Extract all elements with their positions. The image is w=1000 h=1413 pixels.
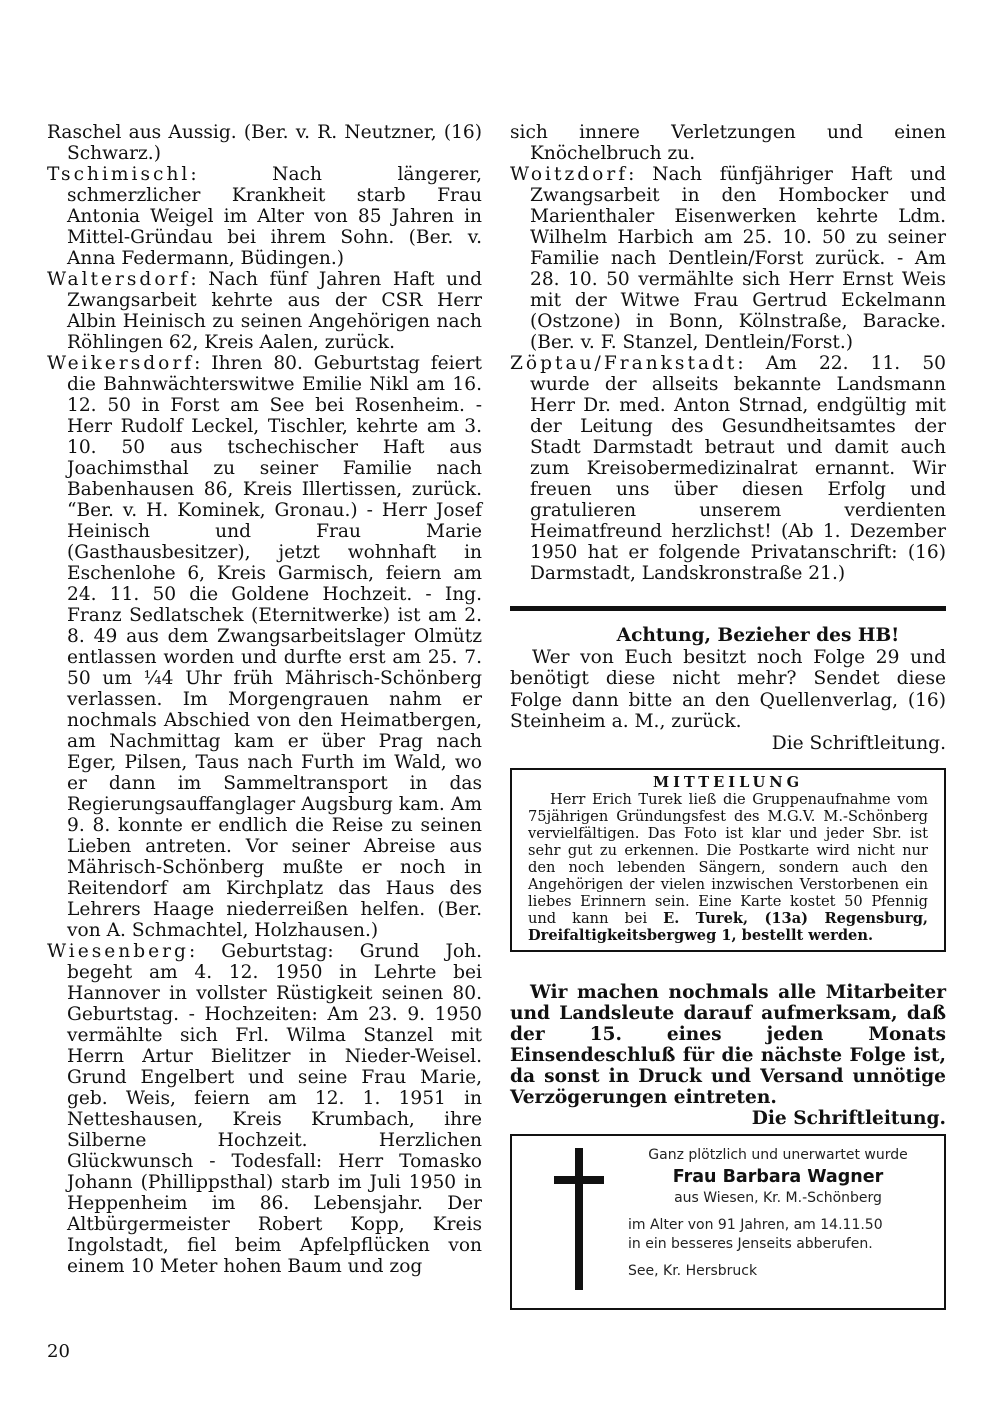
article-entry: Woitzdorf: Nach fünfjähriger Haft und Zwangsarbeit in den Hombocker und Marienthaler Eisenwerken kehrte Ldm. Wilhelm Harbich am 25. 10. 50 zu seiner Familie nach Dentlein/Forst zurück. - Am 28. 10. 50 vermählte sich Herr Ernst Weis mit der Witwe Frau Gertrud Eckelmann (Ostzone) in Bonn, Kölnstraße, Baracke. (Ber. v. F. Stanzel, Dentlein/Forst.) [510,164,946,353]
article-entry: Raschel aus Aussig. (Ber. v. R. Neutzner, (16) Schwarz.) [47,122,482,164]
subscriber-notice-signature: Die Schriftleitung. [771,732,946,754]
place-name: Wiesenberg [47,941,189,962]
obituary-origin: aus Wiesen, Kr. M.-Schönberg [674,1190,882,1206]
deadline-notice-signature: Die Schriftleitung. [751,1108,946,1129]
right-column [510,122,946,1310]
obituary-place: See, Kr. Hersbruck [628,1263,758,1279]
article-entry: Zöptau/Frankstadt: Am 22. 11. 50 wurde der allseits bekannte Landsmann Herr Dr. med. Anton Strnad, endgültig mit der Leitung des Gesundheitsamtes der Stadt Darmstadt betraut und damit auch zum Kreisobermedizinalrat ernannt. Wir freuen uns über diesen Erfolg und gratulieren unserem verdienten Heimatfreund herzlichst! (Ab 1. Dezember 1950 hat er folgende Privatanschrift: (16) Darmstadt, Landskronstraße 21.) [510,353,946,584]
obituary-line: Ganz plötzlich und unerwartet wurde [648,1147,908,1163]
place-name: Waltersdorf [47,269,191,290]
article-entry: sich innere Verletzungen und einen Knöchelbruch zu. [510,122,946,164]
mitteilung-heading: MITTEILUNG [652,774,804,791]
obituary-line: im Alter von 91 Jahren, am 14.11.50 [628,1217,883,1233]
place-name: Zöptau/Frankstadt [510,353,738,374]
deadline-notice: Wir machen nochmals alle Mitarbeiter und Landsleute darauf aufmerksam, daß der 15. eines jeden Monats Einsendeschluß für die nächste Folge ist, da sonst in Druck und Versand unnötige Verzögerungen eintreten. Die Schriftleitung. [510,982,946,1129]
divider [510,606,946,611]
mitteilung-body: Herr Erich Turek ließ die Gruppenaufnahme vom 75jährigen Gründungsfest des M.G.V. M.-Schönberg vervielfältigen. Das Foto ist klar und jeder Sbr. ist sehr gut zu erkennen. Die Postkarte wird nicht nur den noch lebenden Sängern, sondern auch den Angehörigen der vielen inzwischen Verstorbenen ein liebes Erinnern sein. Eine Karte kostet 50 Pfennig und kann bei E. Turek, (13a) Regensburg, Dreifaltigkeitsbergweg 1, bestellt werden. [528,791,928,944]
subscriber-notice-body: Wer von Euch besitzt noch Folge 29 und benötigt diese nicht mehr? Sendet diese Folge dann bitte an den Quellenverlag, (16) Steinheim a. M., zurück. [510,646,946,732]
place-name: Weikersdorf [47,353,195,374]
mitteilung-box [510,768,946,952]
page-number: 20 [47,1341,70,1362]
cross-icon [575,1148,583,1290]
cross-icon-bar [554,1176,604,1184]
mitteilung-address: E. Turek, (13a) Regensburg, Dreifaltigkeitsbergweg 1, bestellt werden. [528,910,928,944]
subscriber-notice-heading: Achtung, Bezieher des HB! [616,625,900,646]
article-entry: Waltersdorf: Nach fünf Jahren Haft und Zwangsarbeit kehrte aus der CSR Herr Albin Heinisch zu seinen Angehörigen nach Röhlingen 62, Kreis Aalen, zurück. [47,269,482,353]
obituary-box [510,1134,946,1310]
place-name: Tschimischl [47,164,191,185]
obituary-text [628,1146,928,1281]
article-entry: Weikersdorf: Ihren 80. Geburtstag feiert die Bahnwächterswitwe Emilie Nikl am 16. 12. 50 in Forst am See bei Rosenheim. - Herr Rudolf Leckel, Tischler, kehrte am 3. 10. 50 aus tschechischer Haft aus Joachimsthal zu seiner Familie nach Babenhausen 86, Kreis Illertissen, zurück. “Ber. v. H. Kominek, Gronau.) - Herr Josef Heinisch und Frau Marie (Gasthausbesitzer), jetzt wohnhaft in Eschenlohe 6, Kreis Garmisch, feiern am 24. 11. 50 die Goldene Hochzeit. - Ing. Franz Sedlatschek (Eternitwerke) ist am 2. 8. 49 aus dem Zwangsarbeitslager Olmütz entlassen worden und durfte erst am 25. 7. 50 um ¼4 Uhr früh Mährisch-Schönberg verlassen. Im Morgengrauen nahm er nochmals Abschied von den Heimatbergen, am Nachmittag kam er über Prag nach Eger, Pilsen, Taus nach Furth im Wald, wo er dann im Sammeltransport in das Regierungsauffanglager Augsburg kam. Am 9. 8. konnte er endlich die Reise zu seinen Lieben antreten. Vor seiner Abreise aus Mährisch-Schönberg mußte er noch in Reitendorf am Kirchplatz das Haus des Lehrers Haage niederreißen helfen. (Ber. von A. Schmachtel, Holzhausen.) [47,353,482,941]
obituary-line: in ein besseres Jenseits abberufen. [628,1236,873,1252]
article-entry: Wiesenberg: Geburtstag: Grund Joh. begeht am 4. 12. 1950 in Lehrte bei Hannover in vollster Rüstigkeit seinen 80. Geburtstag. - Hochzeiten: Am 23. 9. 1950 vermählte sich Frl. Wilma Stanzel mit Herrn Artur Bielitzer in Nieder-Weisel. Grund Engelbert und seine Frau Marie, geb. Weis, feiern am 12. 1. 1951 in Netteshausen, Kreis Krumbach, ihre Silberne Hochzeit. Herzlichen Glückwunsch - Todesfall: Herr Tomasko Johann (Phillippsthal) starb im Juli 1950 in Heppenheim im 86. Lebensjahr. Der Altbürgermeister Robert Kopp, Kreis Ingolstadt, fiel beim Apfelpflücken von einem 10 Meter hohen Baum und zog [47,941,482,1277]
subscriber-notice [510,625,946,754]
left-column [47,122,482,1277]
article-entry: Tschimischl: Nach längerer, schmerzlicher Krankheit starb Frau Antonia Weigel im Alter von 85 Jahren in Mittel-Gründau bei ihrem Sohn. (Ber. v. Anna Federmann, Büdingen.) [47,164,482,269]
obituary-name: Frau Barbara Wagner [672,1167,884,1187]
place-name: Woitzdorf [510,164,629,185]
